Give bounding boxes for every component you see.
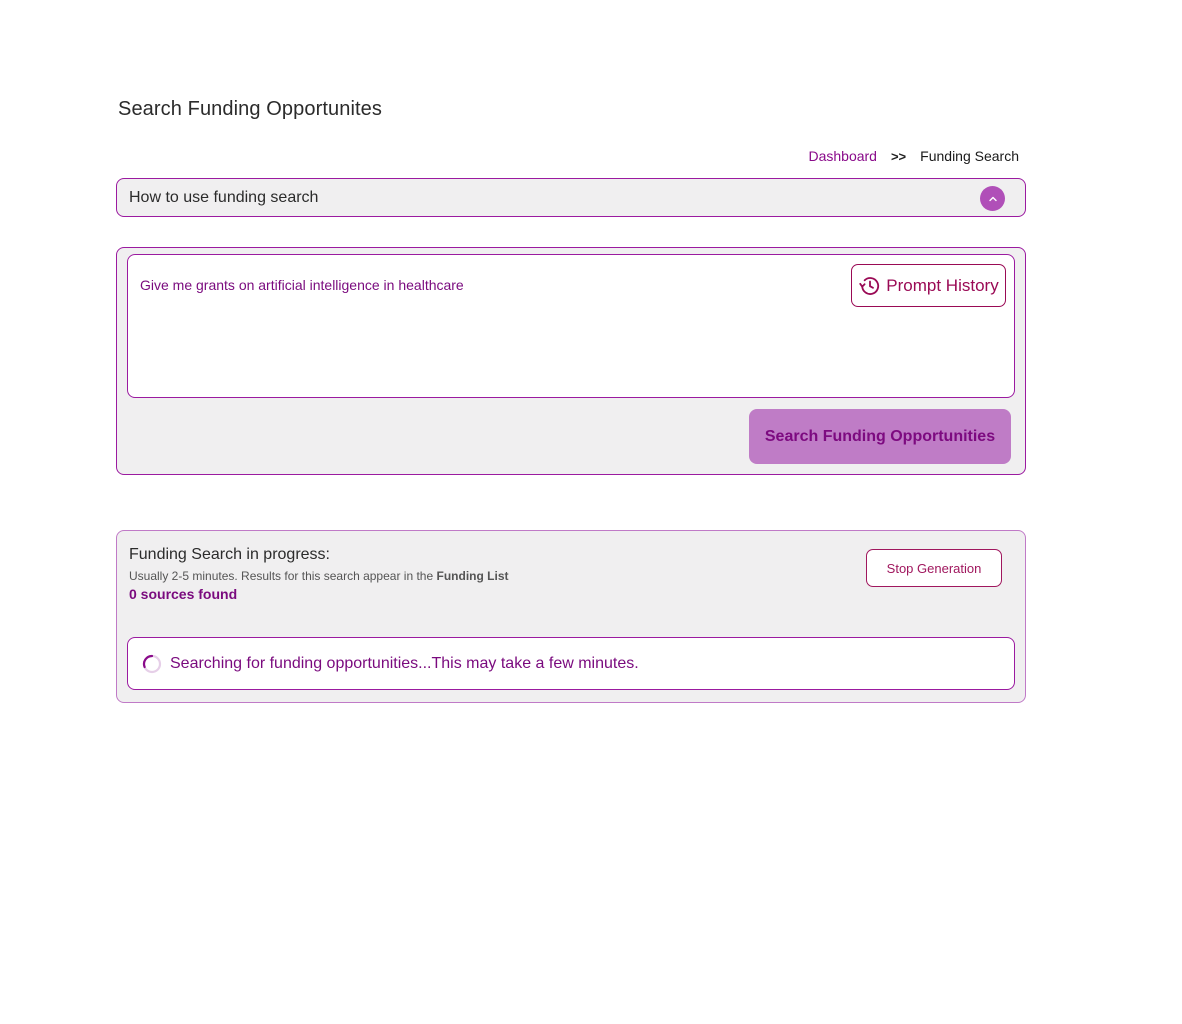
progress-title: Funding Search in progress: (129, 546, 330, 563)
stop-generation-label: Stop Generation (886, 560, 982, 576)
progress-panel (116, 530, 1026, 703)
sources-found-count: 0 sources found (129, 586, 238, 602)
progress-subtitle (129, 569, 508, 583)
breadcrumb (808, 148, 1019, 164)
search-status-box (127, 637, 1015, 690)
search-status-text: Searching for funding opportunities...This may take a few minutes. (170, 654, 639, 672)
prompt-history-label: Prompt History (886, 275, 999, 295)
how-to-accordion[interactable] (116, 178, 1026, 217)
how-to-label: How to use funding search (129, 188, 319, 206)
breadcrumb-separator: >> (890, 148, 907, 164)
chevron-up-icon (987, 193, 999, 205)
search-funding-button[interactable] (749, 409, 1011, 464)
prompt-input[interactable] (127, 254, 1015, 398)
funding-list-link[interactable]: Funding List (436, 569, 509, 583)
search-funding-label: Search Funding Opportunities (764, 427, 996, 445)
breadcrumb-dashboard-link[interactable]: Dashboard (808, 148, 877, 164)
page-title: Search Funding Opportunites (118, 98, 382, 120)
accordion-toggle-button[interactable] (980, 186, 1005, 211)
prompt-history-button[interactable] (851, 264, 1006, 307)
prompt-text[interactable]: Give me grants on artificial intelligence in healthcare (140, 277, 464, 293)
prompt-panel (116, 247, 1026, 475)
progress-subtitle-text: Usually 2-5 minutes. Results for this search appear in the (129, 569, 434, 583)
stop-generation-button[interactable] (866, 549, 1002, 587)
history-icon (858, 274, 882, 298)
breadcrumb-current: Funding Search (920, 148, 1019, 164)
spinner-icon (142, 654, 162, 674)
